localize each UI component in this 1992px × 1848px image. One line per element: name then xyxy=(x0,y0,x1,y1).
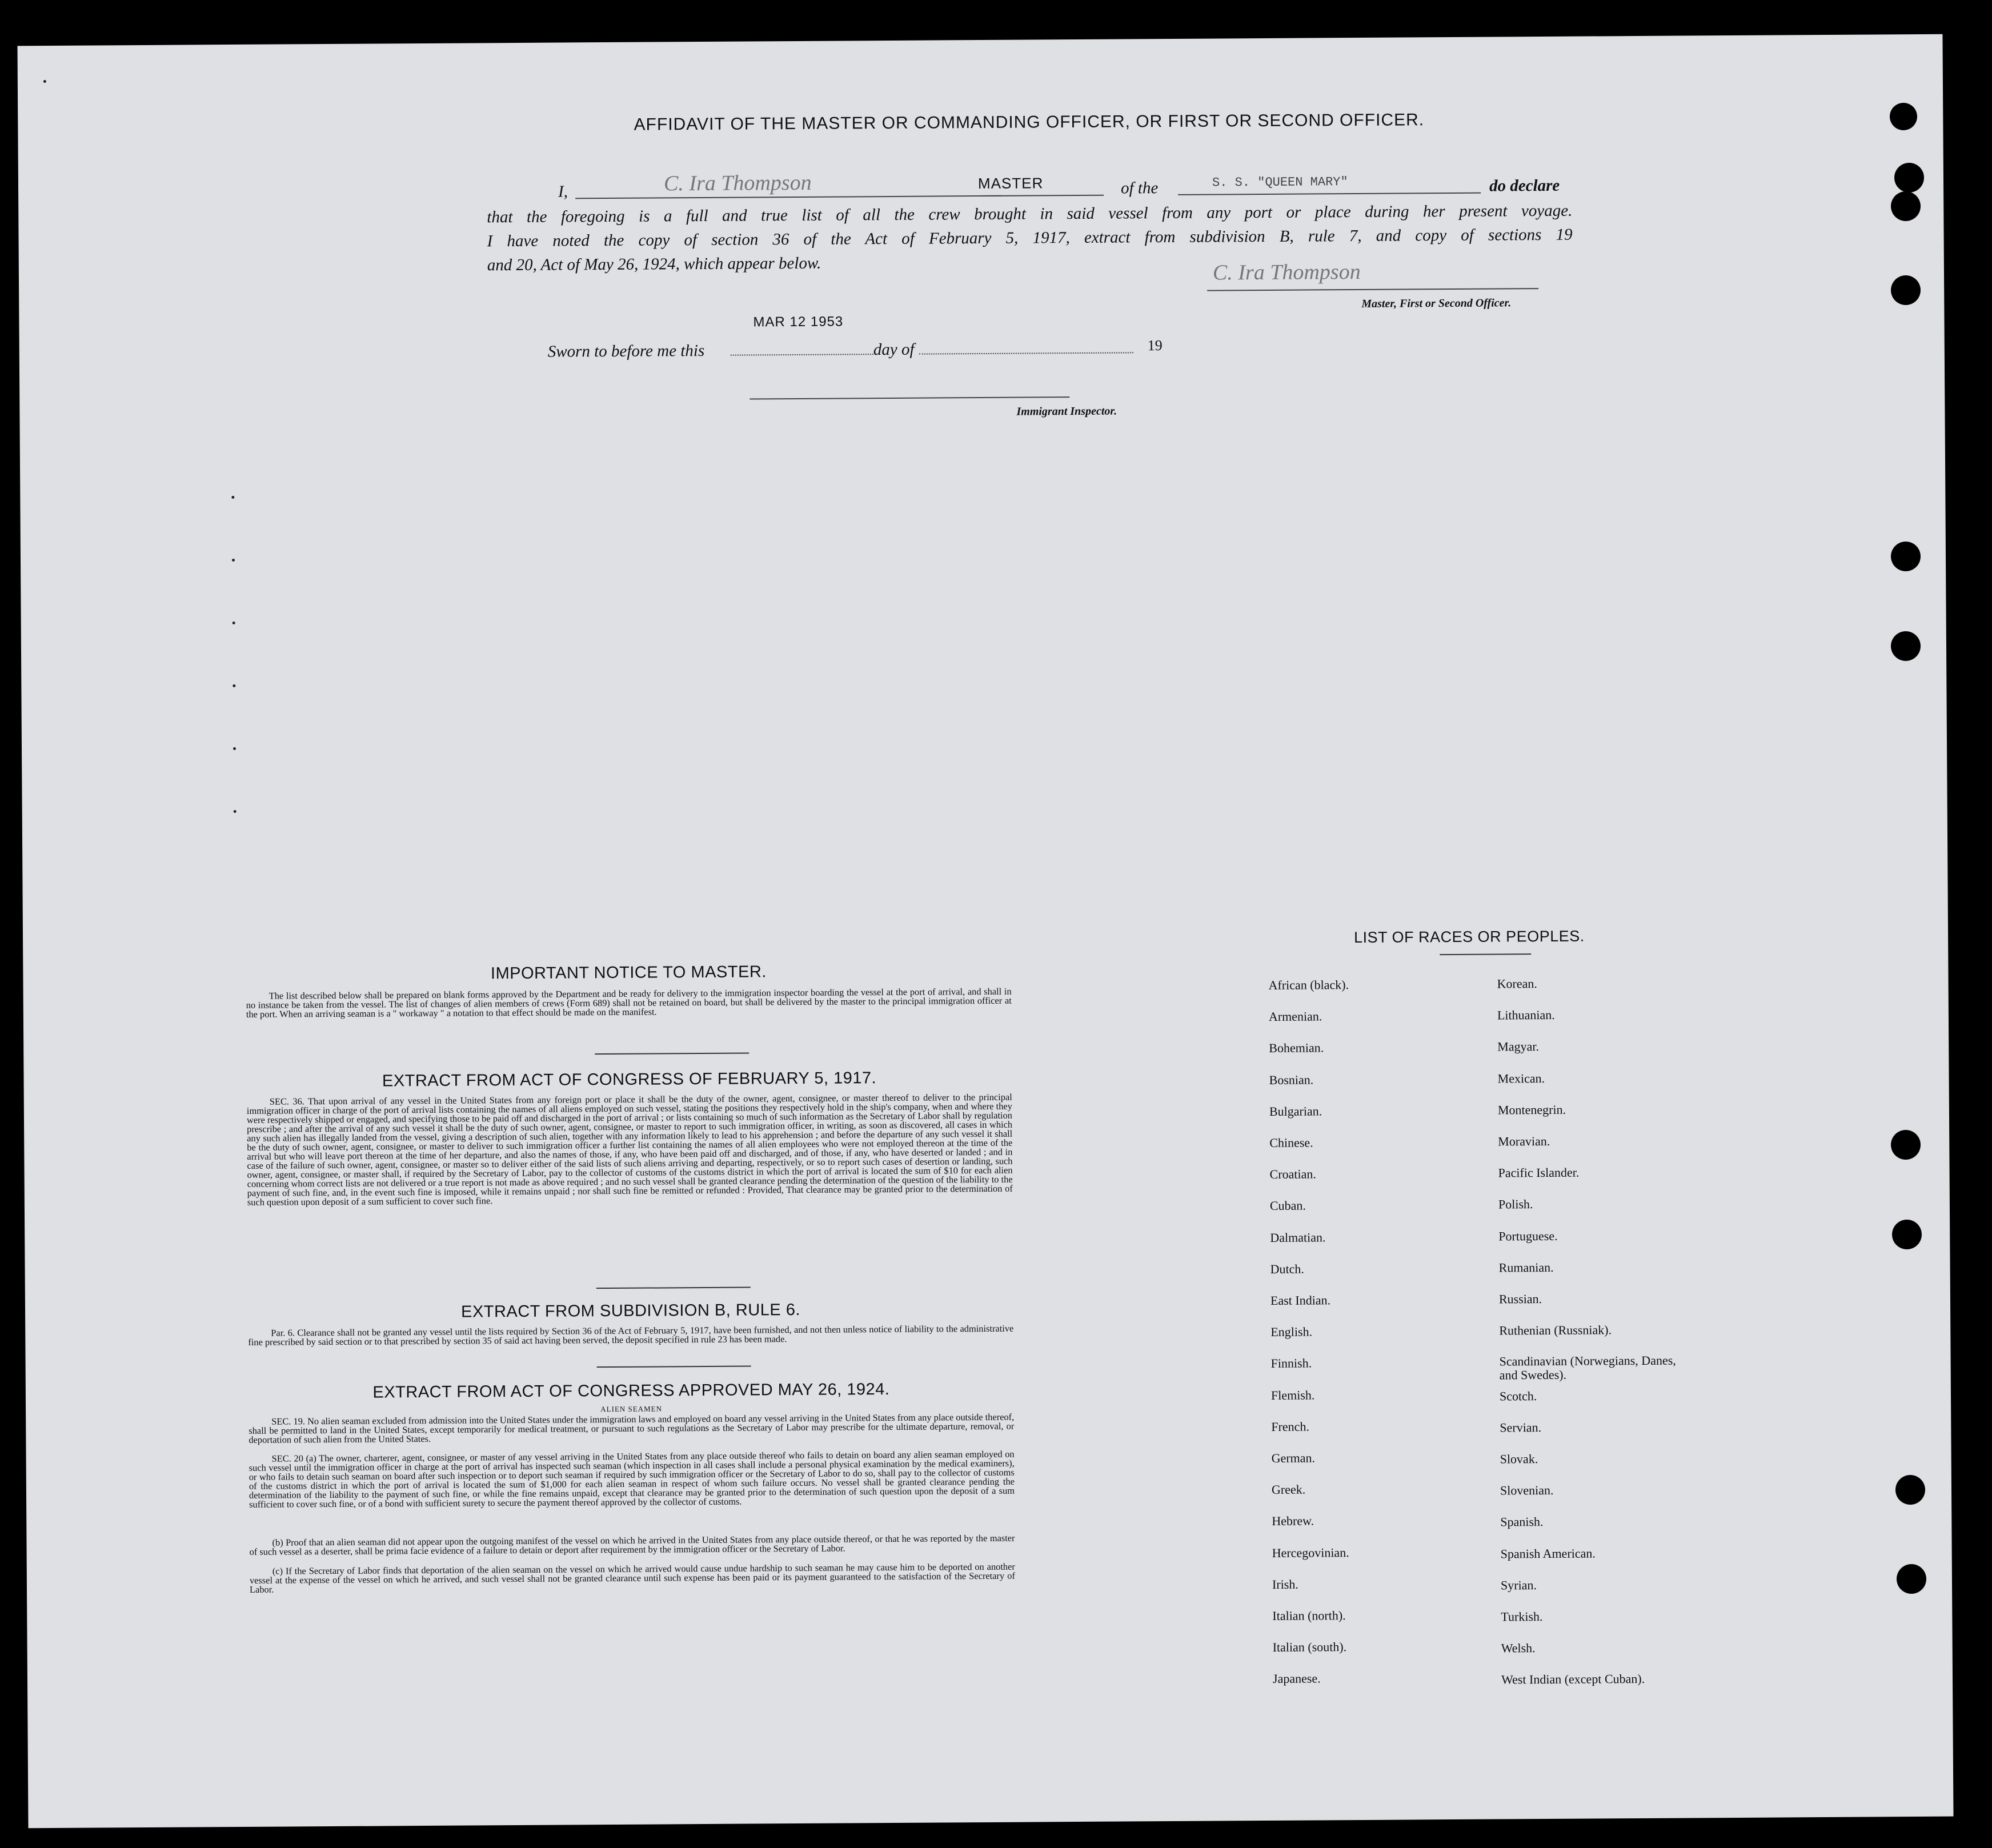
divider-2 xyxy=(596,1287,751,1289)
subdivision-b-title: EXTRACT FROM SUBDIVISION B, RULE 6. xyxy=(461,1300,801,1321)
affidavit-line-3: I have noted the copy of section 36 of the Act of February 5, 1917, extract from subdivision B, rule 7, and copy of sections 19 xyxy=(487,225,1573,251)
notice-title: IMPORTANT NOTICE TO MASTER. xyxy=(490,963,767,983)
race-item: Armenian. xyxy=(1268,1009,1322,1024)
race-item: Chinese. xyxy=(1269,1135,1313,1150)
vessel-line xyxy=(1178,193,1481,195)
race-item: Italian (south). xyxy=(1272,1639,1347,1655)
punch-hole xyxy=(1891,275,1921,305)
race-item: Spanish American. xyxy=(1500,1546,1596,1561)
date-stamp: MAR 12 1953 xyxy=(753,314,844,330)
extract-1917-text: SEC. 36. That upon arrival of any vessel in the United States from any foreign port or place it shall be the duty of the owner, agent, consignee, or master thereof to deliver to the principal immigration officer in charge of the port of arrival lists containing the names of all aliens employed on such vessel, stating the positions they respectively hold in the ship's company, when and where they were respectively shipped or engaged, and specifying those to be paid off and discharged in the port of arrival ; or lists containing so much of such information as the Secretary of Labor shall by regulation prescribe ; and after the arrival of any such vessel it shall be the duty of such owner, agent, consignee, or master to report to such immigration officer, in writing, as soon as discovered, all cases in which any such alien has illegally landed from the vessel, giving a description of such alien, together with any information likely to lead to his apprehension ; and before the departure of any such vessel it shall be the duty of such owner, agent, consignee, or master to deliver to such immigration officer a further list containing the names of all alien employees who were not employed thereon at the time of the arrival but who will leave port thereon at the time of her departure, and also the names of those, if any, who have been paid off and discharged, and of those, if any, who have deserted or landed ; and in case of the failure of such owner, agent, consignee, or master so to deliver either of the said lists of such aliens arriving and departing, respectively, or so to report such cases of desertion or landing, such owner, agent, consignee, or master shall, if required by the Secretary of Labor, pay to the collector of customs of the customs district in which the port of arrival is located the sum of $10 for each alien concerning whom correct lists are not delivered or a true report is not made as above required ; and no such vessel shall be granted clearance pending the determination of the question of the liability to the payment of such fine, and, in the event such fine is imposed, while it remains unpaid ; nor shall such fine be remitted or refunded : Provided, That clearance may be granted prior to the determination of such question upon deposit of a sum sufficient to cover such fine. xyxy=(246,1091,1013,1208)
speck xyxy=(234,810,237,813)
race-item: Flemish. xyxy=(1270,1388,1315,1402)
divider-3 xyxy=(597,1366,751,1368)
race-item: Servian. xyxy=(1500,1420,1542,1435)
race-item: Pacific Islander. xyxy=(1498,1165,1580,1180)
sworn-month-line xyxy=(919,352,1133,354)
race-item: Dutch. xyxy=(1270,1261,1304,1276)
affidavit-line-4: and 20, Act of May 26, 1924, which appear below. xyxy=(487,254,821,275)
race-item: Hercegovinian. xyxy=(1272,1545,1349,1560)
punch-hole xyxy=(1892,1220,1922,1249)
notice-text: The list described below shall be prepared on blank forms approved by the Department and be ready for delivery to the immigration inspector boarding the vessel at the port of arrival, and shall in no instance be taken from the vessel. The list of changes of alien members of crews (Form 689) shall not be retained on board, but shall be delivered by the master to the principal immigration officer at the port. When an arriving seaman is a " workaway " a notation to that effect should be made on the manifest. xyxy=(246,985,1012,1020)
position-label: MASTER xyxy=(977,174,1044,193)
vessel-name: S. S. "QUEEN MARY" xyxy=(1212,175,1348,190)
race-item: Croatian. xyxy=(1269,1166,1316,1182)
race-item: Bohemian. xyxy=(1269,1040,1324,1056)
punch-hole xyxy=(1891,191,1921,221)
speck xyxy=(231,496,234,499)
divider-1 xyxy=(595,1053,749,1055)
race-item: Japanese. xyxy=(1272,1671,1321,1686)
race-item: Moravian. xyxy=(1498,1133,1550,1149)
punch-hole xyxy=(1891,1130,1921,1160)
affidavit-line-2: that the foregoing is a full and true list of all the crew brought in said vessel from any port or place during her present voyage. xyxy=(487,201,1573,227)
subdivision-b-text: Par. 6. Clearance shall not be granted any vessel until the lists required by Section 36 of the Act of February 5, 1917, have been furnished, and not then unless notice of liability to the administrative fine prescribed by said section or to that prescribed by section 35 of said act having been served, the deposit specified in rule 23 has been made. xyxy=(248,1322,1014,1348)
race-item: English. xyxy=(1270,1324,1313,1340)
race-item: Dalmatian. xyxy=(1270,1229,1326,1245)
extract-1924-title: EXTRACT FROM ACT OF CONGRESS APPROVED MAY 26, 1924. xyxy=(372,1380,890,1402)
race-item: Portuguese. xyxy=(1498,1228,1558,1244)
sworn-day-line xyxy=(731,354,873,356)
race-item: Russian. xyxy=(1498,1292,1542,1306)
race-item: Slovak. xyxy=(1500,1452,1538,1466)
race-item: Montenegrin. xyxy=(1497,1102,1566,1117)
race-item: French. xyxy=(1271,1419,1309,1434)
race-item: Hebrew. xyxy=(1272,1513,1314,1529)
master-signature: C. Ira Thompson xyxy=(663,170,812,196)
sec-20a-text: SEC. 20 (a) The owner, charterer, agent, consignee, or master of any vessel arriving in the United States from any place outside thereof who fails to detain on board any alien seaman employed on such vessel until the immigration officer in charge at the port of arrival has inspected such seaman (which inspection in all cases shall include a personal physical examination by the medical examiners), or who fails to detain such seaman on board after such inspection or to deport such seaman if required by such immigration officer or the Secretary of Labor to do so, shall pay to the collector of customs of the customs district in which the port of arrival is located the sum of $1,000 for each alien seaman in respect of whom such failure occurs. No vessel shall be granted clearance pending the determination of the liability to the payment of such fine, or while the fine remains unpaid, except that clearance may be granted prior to the determination of such question upon the deposit of a sum sufficient to cover such fine, or of a bond with sufficient surety to secure the payment thereof approved by the collector of customs. xyxy=(249,1448,1015,1510)
punch-hole xyxy=(1890,103,1917,130)
sec-20c-text: (c) If the Secretary of Labor finds that deportation of the alien seaman on the vessel on which he arrived would cause undue hardship to such seaman he may cause him to be deported on another vessel at the expense of the vessel on which he arrived, and such vessel shall not be granted clearance until such expense has been paid or its payment guaranteed to the satisfaction of the Secretary of Labor. xyxy=(249,1561,1015,1595)
race-item: West Indian (except Cuban). xyxy=(1501,1671,1645,1687)
of-the-label: of the xyxy=(1120,179,1159,198)
race-item: Scandinavian (Norwegians, Danes, and Swedes). xyxy=(1499,1353,1676,1382)
extract-1917-title: EXTRACT FROM ACT OF CONGRESS OF FEBRUARY 5, 1917. xyxy=(382,1069,877,1091)
race-item: Irish. xyxy=(1272,1577,1298,1592)
speck xyxy=(43,80,46,83)
inspector-caption: Immigrant Inspector. xyxy=(1016,404,1117,418)
race-item: Ruthenian (Russniak). xyxy=(1499,1322,1612,1338)
race-item: African (black). xyxy=(1268,977,1349,992)
race-item: Scotch. xyxy=(1499,1388,1537,1404)
affidavit-title: AFFIDAVIT OF THE MASTER OR COMMANDING OFFICER, OR FIRST OR SECOND OFFICER. xyxy=(634,110,1425,134)
officer-signature: C. Ira Thompson xyxy=(1212,259,1361,285)
sworn-label: Sworn to before me this xyxy=(547,341,705,361)
form-page xyxy=(18,34,1954,1829)
race-item: Turkish. xyxy=(1501,1609,1543,1624)
punch-hole xyxy=(1891,631,1921,661)
race-item: German. xyxy=(1271,1450,1316,1465)
punch-hole xyxy=(1894,163,1924,193)
speck xyxy=(232,559,235,562)
race-item: Finnish. xyxy=(1270,1356,1312,1371)
speck xyxy=(233,747,236,750)
races-title: LIST OF RACES OR PEOPLES. xyxy=(1353,927,1585,947)
race-item: Korean. xyxy=(1497,976,1537,991)
race-item: Cuban. xyxy=(1269,1198,1306,1213)
position-line xyxy=(978,195,1104,197)
sec-19-text: SEC. 19. No alien seaman excluded from admission into the United States under the immigration laws and employed on board any vessel arriving in the United States from any place outside thereof, shall be permitted to land in the United States, except temporarily for medical treatment, or pursuant to such regulations as the Secretary of Labor may prescribe for the ultimate departure, removal, or deportation of such alien from the United States. xyxy=(249,1411,1015,1445)
officer-signature-caption: Master, First or Second Officer. xyxy=(1361,296,1512,310)
race-item: Polish. xyxy=(1498,1197,1533,1212)
race-item: Italian (north). xyxy=(1272,1608,1346,1623)
punch-hole xyxy=(1895,1475,1925,1505)
master-name-line xyxy=(575,195,1001,199)
race-item: East Indian. xyxy=(1270,1293,1331,1308)
day-of-label: day of xyxy=(873,340,915,359)
punch-hole xyxy=(1891,542,1921,571)
officer-signature-line xyxy=(1207,288,1538,291)
race-item: Bosnian. xyxy=(1269,1072,1314,1087)
race-item: Syrian. xyxy=(1500,1577,1537,1593)
speck xyxy=(233,622,235,624)
race-item: Lithuanian. xyxy=(1497,1008,1555,1023)
race-item: Bulgarian. xyxy=(1269,1104,1322,1119)
sec-20b-text: (b) Proof that an alien seaman did not appear upon the outgoing manifest of the vessel on which he arrived in the United States from any place outside thereof, or that he was reported by the master of such vessel as a deserter, shall be prima facie evidence of a failure to detain or deport after requirement by the immigration officer or the Secretary of Labor. xyxy=(249,1532,1015,1557)
i-label: I, xyxy=(558,182,568,201)
race-item: Slovenian. xyxy=(1500,1483,1554,1498)
punch-hole xyxy=(1897,1564,1926,1594)
do-declare-label: do declare xyxy=(1489,176,1560,195)
alien-seamen-subtitle: ALIEN SEAMEN xyxy=(600,1404,662,1414)
race-item: Spanish. xyxy=(1500,1514,1544,1529)
race-item: Mexican. xyxy=(1497,1071,1545,1086)
race-item: Magyar. xyxy=(1497,1039,1540,1054)
speck xyxy=(233,684,235,687)
inspector-signature-line xyxy=(749,396,1069,399)
year-prefix: 19 xyxy=(1147,337,1163,354)
race-item: Welsh. xyxy=(1501,1641,1536,1655)
race-item: Greek. xyxy=(1271,1482,1306,1497)
races-divider xyxy=(1440,953,1531,955)
race-item: Rumanian. xyxy=(1498,1260,1554,1275)
